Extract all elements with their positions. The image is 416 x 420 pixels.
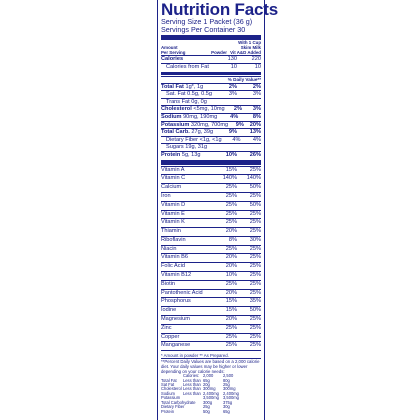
- powder-header: Powder: [211, 49, 227, 55]
- row-label: Calcium: [161, 184, 182, 191]
- dv-cell: 2,400mg: [203, 390, 219, 396]
- vitamin-row: [161, 262, 261, 271]
- row-label: Vitamin D: [161, 201, 186, 208]
- nutrition-facts-panel: [157, 0, 278, 420]
- nutrient-row: [161, 90, 261, 98]
- vitamin-row: [161, 192, 261, 201]
- vitamin-row: [161, 333, 261, 342]
- milk-value: 25%: [249, 192, 261, 199]
- milk-value: 140%: [246, 175, 261, 182]
- dv-cell: 375g: [223, 399, 233, 405]
- nutrient-row: [161, 151, 261, 159]
- powder-value: 25%: [225, 245, 237, 252]
- dv-cell: 80g: [223, 377, 230, 383]
- milk-value: 25%: [249, 210, 261, 217]
- dv-cell: 300mg: [223, 386, 236, 392]
- powder-value: 4%: [230, 113, 239, 120]
- dv-cell: 25g: [223, 382, 230, 388]
- dv-cell: Calories:: [183, 373, 200, 379]
- milk-value: 4%: [252, 136, 261, 143]
- calories-from-fat-milk: 10: [254, 63, 261, 70]
- nutrient-list: [161, 83, 261, 159]
- nutrient-row: [161, 136, 261, 144]
- vitamin-row: [161, 201, 261, 210]
- powder-value: 10%: [225, 272, 237, 279]
- powder-value: 2%: [228, 83, 237, 90]
- row-label: Magnesium: [161, 316, 190, 323]
- row-label: Copper: [161, 333, 180, 340]
- vitamin-row: [161, 341, 261, 350]
- powder-value: 25%: [225, 201, 237, 208]
- powder-value: 25%: [225, 219, 237, 226]
- powder-value: 25%: [225, 333, 237, 340]
- milk-value: 26%: [249, 151, 261, 158]
- nutrient-row: [161, 83, 261, 91]
- row-label: Iron: [161, 192, 171, 199]
- milk-value: 25%: [249, 166, 261, 173]
- dv-cell: 25g: [203, 404, 210, 410]
- milk-value: 25%: [249, 254, 261, 261]
- vitamin-row: [161, 166, 261, 175]
- row-label: Vitamin B12: [161, 272, 192, 279]
- calories-label: Calories: [161, 56, 184, 63]
- milk-value: 25%: [249, 333, 261, 340]
- dv-cell: Dietary Fiber: [161, 404, 185, 410]
- dv-cell: 2,400mg: [223, 390, 239, 396]
- milk-value: 25%: [249, 263, 261, 270]
- row-label: Zinc: [161, 324, 172, 331]
- powder-value: 25%: [225, 192, 237, 199]
- dv-cell: 50g: [203, 408, 210, 414]
- dv-cell: Less than: [183, 382, 201, 388]
- milk-value: 8%: [252, 113, 261, 120]
- milk-value: 2%: [252, 83, 261, 90]
- powder-value: 10%: [225, 151, 237, 158]
- milk-value: 13%: [249, 129, 261, 136]
- powder-value: 25%: [225, 184, 237, 191]
- footnote-daily-values: **Percent Daily Values are based on a 2,000 calorie diet. Your daily values may be higher or lower depending on your calorie needs:: [161, 359, 260, 375]
- powder-value: 8%: [228, 236, 237, 243]
- dv-cell: Potassium: [161, 395, 181, 401]
- dv-cell: Less than: [183, 377, 201, 383]
- powder-value: 15%: [225, 307, 237, 314]
- powder-value: 15%: [225, 166, 237, 173]
- panel-title: Nutrition Facts: [161, 0, 278, 19]
- milk-value: [237, 99, 261, 106]
- milk-header-line2: Skim Milk: [240, 44, 261, 50]
- milk-header-line1: With 1 Cup: [238, 40, 261, 45]
- row-label: Biotin: [161, 280, 175, 287]
- milk-value: 25%: [249, 280, 261, 287]
- row-label: Sugars 19g, 31g: [166, 144, 208, 151]
- milk-value: 3%: [252, 91, 261, 98]
- row-label: Vitamin K: [161, 219, 185, 226]
- daily-values-table: [161, 374, 261, 414]
- milk-value: 25%: [249, 324, 261, 331]
- per-serving-label: Per Serving: [161, 49, 186, 55]
- dv-table-row: [161, 410, 261, 414]
- footnote-powder: * Amount in powder ** As Prepared.: [161, 353, 229, 359]
- row-label: Vitamin C: [161, 175, 186, 182]
- dv-cell: 3,500mg: [203, 395, 219, 401]
- milk-value: 30%: [249, 236, 261, 243]
- row-label: Dietary Fiber <1g, <1g: [166, 136, 222, 143]
- powder-value: 2%: [233, 106, 242, 113]
- milk-value: 25%: [249, 342, 261, 349]
- powder-value: 25%: [225, 280, 237, 287]
- dv-cell: Protein: [161, 408, 174, 414]
- milk-value: 50%: [249, 307, 261, 314]
- powder-value: 20%: [225, 289, 237, 296]
- milk-value: 25%: [249, 228, 261, 235]
- divider-thick: [161, 160, 261, 165]
- milk-value: 25%: [249, 316, 261, 323]
- nutrient-row: [161, 105, 261, 113]
- dv-cell: Sodium: [161, 390, 175, 396]
- vitamin-row: [161, 210, 261, 219]
- servings-per-container: Servings Per Container 30: [161, 25, 246, 34]
- powder-value: [215, 144, 237, 151]
- vitamin-row: [161, 315, 261, 324]
- milk-value: 3%: [252, 106, 261, 113]
- vitamin-row: [161, 297, 261, 306]
- milk-value: 35%: [249, 298, 261, 305]
- row-label: Total Fat 1g*, 1g: [161, 83, 204, 90]
- row-label: Trans Fat 0g, 0g: [166, 98, 207, 105]
- dv-cell: Total Fat: [161, 377, 177, 383]
- calories-from-fat-powder: 10: [230, 63, 237, 70]
- row-label: Phosphorus: [161, 298, 191, 305]
- row-label: Riboflavin: [161, 236, 186, 243]
- powder-value: 9%: [235, 121, 244, 128]
- row-label: Vitamin A: [161, 166, 185, 173]
- daily-value-header: % Daily Value**: [161, 76, 261, 83]
- powder-value: 25%: [225, 324, 237, 331]
- row-label: Folic Acid: [161, 263, 185, 270]
- divider-thin: [161, 350, 261, 351]
- row-label: Total Carb. 27g, 39g: [161, 129, 214, 136]
- milk-value: 20%: [249, 121, 261, 128]
- powder-value: 20%: [225, 316, 237, 323]
- amount-label: Amount: [161, 44, 178, 50]
- dv-cell: [183, 410, 203, 414]
- row-label: Thiamin: [161, 228, 181, 235]
- calories-row: [161, 55, 261, 63]
- dv-cell: Total Carbohydrate: [161, 399, 196, 405]
- calories-milk: 220: [251, 56, 261, 63]
- powder-value: 15%: [225, 298, 237, 305]
- vitamin-row: [161, 245, 261, 254]
- powder-value: 140%: [222, 175, 237, 182]
- dv-cell: Less than: [183, 390, 201, 396]
- row-label: Sat. Fat 0.5g, 0.5g: [166, 91, 213, 98]
- vitamin-row: [161, 280, 261, 289]
- powder-value: 9%: [228, 129, 237, 136]
- dv-cell: 300mg: [203, 386, 216, 392]
- dv-cell: 20g: [203, 382, 210, 388]
- nutrient-row: [161, 128, 261, 136]
- nutrient-row: [161, 113, 261, 121]
- vitamin-row: [161, 271, 261, 280]
- calories-powder: 130: [227, 56, 237, 63]
- vitamin-row: [161, 183, 261, 192]
- row-label: Sodium 90mg, 190mg: [161, 113, 218, 120]
- divider-medium: [161, 72, 261, 75]
- powder-value: [215, 99, 237, 106]
- vitamin-row: [161, 227, 261, 236]
- vitamin-row: [161, 289, 261, 298]
- powder-value: 20%: [225, 254, 237, 261]
- milk-value: 50%: [249, 184, 261, 191]
- vitamin-row: [161, 253, 261, 262]
- vitamin-row: [161, 324, 261, 333]
- dv-cell: 300g: [203, 399, 213, 405]
- vitamin-row: [161, 306, 261, 315]
- row-label: Pantothenic Acid: [161, 289, 203, 296]
- milk-value: 25%: [249, 289, 261, 296]
- serving-size: Serving Size 1 Packet (36 g): [161, 17, 253, 26]
- vitamin-row: [161, 236, 261, 245]
- vitamin-row: [161, 218, 261, 227]
- milk-header-line3: Vit A&D Added: [230, 49, 261, 55]
- dv-cell: Sat Fat: [161, 382, 175, 388]
- dv-cell: 30g: [223, 404, 230, 410]
- nutrient-row: [161, 98, 261, 106]
- powder-value: 4%: [232, 136, 241, 143]
- powder-value: 25%: [225, 342, 237, 349]
- powder-value: 20%: [225, 263, 237, 270]
- powder-value: 25%: [225, 210, 237, 217]
- nutrient-row: [161, 143, 261, 151]
- row-label: Vitamin E: [161, 210, 185, 217]
- row-label: Manganese: [161, 342, 191, 349]
- row-label: Vitamin B6: [161, 254, 188, 261]
- dv-cell: 65g: [223, 408, 230, 414]
- dv-cell: 2,500: [223, 373, 234, 379]
- calories-from-fat-row: [161, 63, 261, 71]
- row-label: Iodine: [161, 307, 177, 314]
- vitamin-row: [161, 174, 261, 183]
- nutrient-row: [161, 121, 261, 129]
- dv-cell: Cholesterol: [161, 386, 182, 392]
- vitamin-list: [161, 166, 261, 351]
- dv-cell: Less than: [183, 386, 201, 392]
- row-label: Protein 5g, 13g: [161, 151, 201, 158]
- milk-value: [237, 144, 261, 151]
- milk-value: 25%: [249, 272, 261, 279]
- row-label: Cholesterol <5mg, 10mg: [161, 106, 225, 113]
- milk-value: 25%: [249, 245, 261, 252]
- milk-value: 25%: [249, 219, 261, 226]
- milk-value: 50%: [249, 201, 261, 208]
- dv-cell: 2,000: [203, 373, 214, 379]
- calories-from-fat-label: Calories from Fat: [166, 63, 209, 70]
- column-header-3: [161, 51, 261, 56]
- dv-cell: 3,500mg: [223, 395, 239, 401]
- powder-value: 20%: [225, 228, 237, 235]
- powder-value: 3%: [228, 91, 237, 98]
- row-label: Potassium 320mg, 700mg: [161, 121, 229, 128]
- dv-cell: 65g: [203, 377, 210, 383]
- row-label: Niacin: [161, 245, 177, 252]
